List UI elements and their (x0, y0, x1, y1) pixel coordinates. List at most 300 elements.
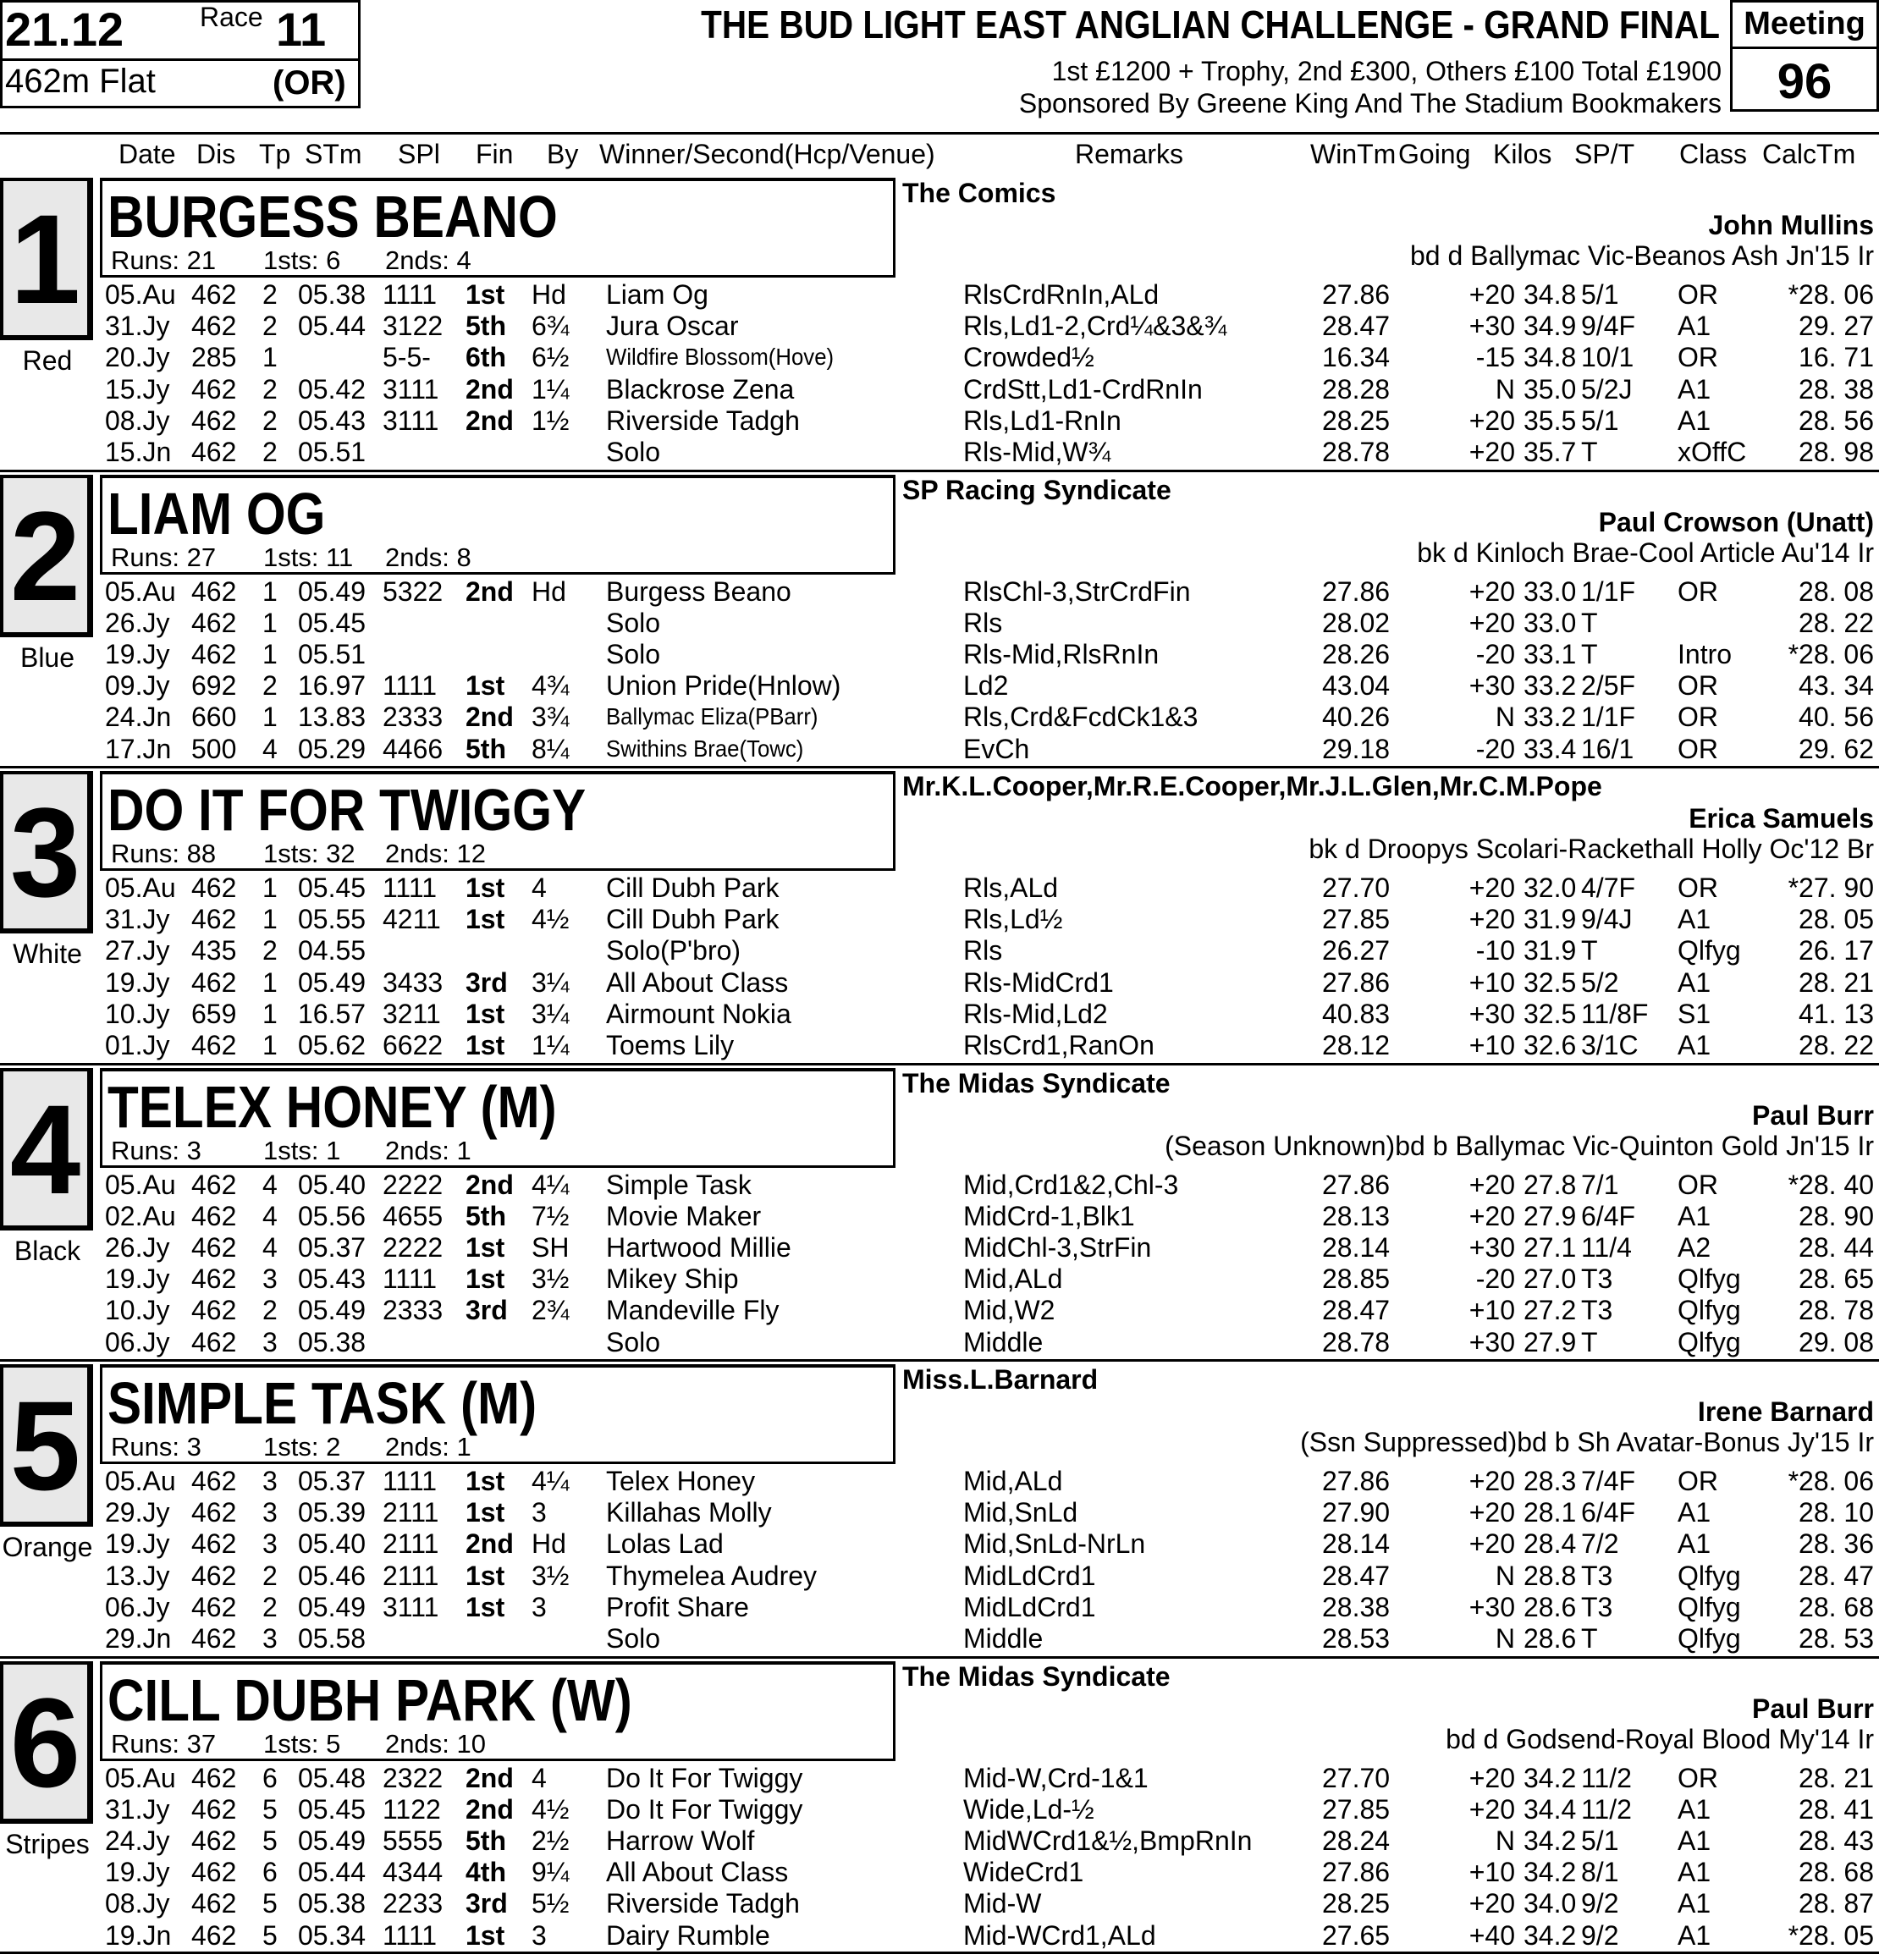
form-dis: 462 (191, 1264, 237, 1295)
form-remarks: Ld2 (963, 670, 1009, 702)
form-class: A1 (1678, 1888, 1711, 1919)
form-dis: 285 (191, 342, 237, 373)
form-date: 05.Au (105, 1169, 176, 1200)
form-fin: 6th (466, 342, 506, 373)
form-dis: 462 (191, 1888, 237, 1919)
form-dis: 462 (191, 1528, 237, 1560)
dog-stat-runs: Runs: 3 (111, 1432, 201, 1462)
form-going: +20 (1468, 1497, 1515, 1528)
form-spl: 4655 (383, 1200, 444, 1231)
form-kilos: 28.4 (1524, 1528, 1577, 1560)
form-date: 06.Jy (105, 1326, 170, 1357)
form-stm: 05.55 (298, 904, 366, 935)
form-calc: 29. 08 (1799, 1326, 1874, 1357)
form-spt: 5/2J (1581, 373, 1633, 405)
form-spt: 9/2 (1581, 1888, 1619, 1919)
form-fin: 4th (466, 1857, 506, 1888)
form-winner: Hartwood Millie (606, 1231, 791, 1263)
form-row (0, 279, 1879, 311)
form-date: 15.Jy (105, 373, 170, 405)
trap-number: 3 (9, 781, 81, 923)
form-spt: T (1581, 1623, 1598, 1654)
form-date: 05.Au (105, 575, 176, 607)
form-spt: T (1581, 437, 1598, 467)
form-spl: 1111 (383, 1466, 438, 1496)
form-wintm: 26.27 (1322, 935, 1391, 966)
form-class: OR (1678, 733, 1718, 764)
runner-block (0, 771, 1879, 1067)
form-stm: 13.83 (298, 702, 366, 733)
form-kilos: 33.2 (1524, 702, 1577, 733)
race-box-divider (3, 58, 358, 61)
form-tp: 2 (262, 373, 278, 405)
form-tp: 1 (262, 998, 278, 1029)
form-calc: 28. 36 (1799, 1528, 1874, 1560)
form-class: OR (1678, 342, 1718, 373)
form-wintm: 29.18 (1322, 733, 1391, 764)
form-spt: 7/1 (1581, 1169, 1619, 1200)
form-spt: 16/1 (1581, 733, 1634, 764)
form-spt: 7/4F (1581, 1466, 1636, 1496)
form-wintm: 28.47 (1322, 1295, 1391, 1326)
form-class: Qlfyg (1678, 1264, 1741, 1295)
form-dis: 462 (191, 279, 237, 310)
form-tp: 2 (262, 935, 278, 966)
form-spt: 10/1 (1581, 342, 1634, 373)
form-calc: 28. 56 (1799, 405, 1874, 436)
form-going: +20 (1468, 1793, 1515, 1825)
form-fin: 1st (466, 1264, 505, 1295)
form-row (0, 405, 1879, 438)
form-dis: 462 (191, 1591, 237, 1622)
form-calc: 16. 71 (1799, 342, 1874, 373)
form-row (0, 608, 1879, 640)
form-stm: 05.44 (298, 311, 366, 342)
form-spt: 11/4 (1581, 1231, 1632, 1263)
form-row (0, 1763, 1879, 1795)
form-going: N (1495, 1825, 1515, 1856)
form-spl: 2233 (383, 1888, 444, 1919)
form-spl: 2111 (383, 1497, 439, 1528)
form-spl: 4344 (383, 1857, 444, 1888)
form-kilos: 33.1 (1524, 638, 1577, 669)
runner-block (0, 178, 1879, 474)
form-wintm: 28.78 (1322, 1326, 1391, 1357)
form-stm: 05.43 (298, 1264, 366, 1295)
form-calc: 28. 10 (1799, 1497, 1874, 1528)
form-spl: 2222 (383, 1169, 444, 1200)
form-date: 19.Jy (105, 638, 170, 669)
form-tp: 2 (262, 1591, 278, 1622)
form-row (0, 999, 1879, 1031)
race-title: THE BUD LIGHT EAST ANGLIAN CHALLENGE - GRAND FINAL (701, 3, 1720, 47)
form-kilos: 27.9 (1524, 1326, 1577, 1357)
form-spt: T3 (1581, 1295, 1613, 1326)
dog-owner: Mr.K.L.Cooper,Mr.R.E.Cooper,Mr.J.L.Glen,Mr.C.M.Pope (902, 771, 1602, 801)
form-wintm: 28.25 (1322, 405, 1391, 436)
form-class: OR (1678, 1466, 1718, 1496)
form-fin: 2nd (466, 405, 514, 436)
form-date: 19.Jn (105, 1919, 172, 1951)
form-winner: Thymelea Audrey (606, 1560, 818, 1591)
trap-number: 4 (9, 1077, 81, 1220)
form-winner: Profit Share (606, 1591, 749, 1622)
form-going: +30 (1468, 311, 1515, 342)
form-going: +20 (1468, 437, 1515, 467)
form-date: 08.Jy (105, 405, 170, 436)
form-dis: 462 (191, 437, 237, 467)
dog-stat-firsts: 1sts: 6 (263, 245, 341, 275)
form-row (0, 1592, 1879, 1624)
form-going: +30 (1468, 998, 1515, 1029)
form-calc: 28. 78 (1799, 1295, 1874, 1326)
form-fin: 2nd (466, 1169, 514, 1200)
form-date: 09.Jy (105, 670, 170, 702)
form-spl: 3111 (383, 373, 439, 405)
form-by: 3 (532, 1497, 547, 1528)
form-spl: 2333 (383, 702, 444, 733)
form-winner: Airmount Nokia (606, 998, 791, 1029)
form-winner: All About Class (606, 1857, 789, 1888)
form-date: 05.Au (105, 1762, 176, 1793)
col-calctm: CalcTm (1762, 139, 1856, 169)
form-remarks: Middle (963, 1326, 1044, 1357)
dog-trainer: John Mullins (1708, 210, 1874, 240)
form-remarks: Middle (963, 1623, 1044, 1654)
form-fin: 5th (466, 1825, 506, 1856)
form-class: A1 (1678, 1200, 1711, 1231)
dog-name-box (100, 1068, 895, 1168)
dog-name: TELEX HONEY (M) (107, 1073, 557, 1140)
form-kilos: 27.8 (1524, 1169, 1577, 1200)
form-date: 27.Jy (105, 935, 170, 966)
form-calc: 28. 90 (1799, 1200, 1874, 1231)
form-stm: 05.37 (298, 1231, 366, 1263)
form-date: 06.Jy (105, 1591, 170, 1622)
form-kilos: 34.2 (1524, 1825, 1577, 1856)
form-stm: 05.51 (298, 638, 366, 669)
form-class: A1 (1678, 311, 1711, 342)
form-date: 02.Au (105, 1200, 176, 1231)
form-spt: 9/2 (1581, 1919, 1619, 1951)
form-row (0, 1327, 1879, 1359)
form-spt: 6/4F (1581, 1200, 1636, 1231)
form-going: +20 (1468, 279, 1515, 310)
form-class: xOffC (1678, 437, 1747, 467)
form-fin: 2nd (466, 373, 514, 405)
dog-breeding: bk d Kinloch Brae-Cool Article Au'14 Ir (1417, 537, 1874, 568)
form-calc: 28. 22 (1799, 607, 1874, 638)
form-row (0, 734, 1879, 766)
trap-number: 2 (9, 484, 81, 627)
dog-name: DO IT FOR TWIGGY (107, 777, 587, 843)
meeting-box (1730, 0, 1879, 112)
form-remarks: Mid-WCrd1,ALd (963, 1919, 1156, 1951)
form-wintm: 28.47 (1322, 1560, 1391, 1591)
dog-stat-runs: Runs: 27 (111, 542, 217, 572)
sponsor-text: Sponsored By Greene King And The Stadium Bookmakers (1018, 88, 1722, 118)
form-remarks: Mid,ALd (963, 1264, 1063, 1295)
form-dis: 435 (191, 935, 237, 966)
dog-stat-runs: Runs: 88 (111, 839, 217, 868)
dog-name-box (100, 1364, 895, 1464)
form-kilos: 27.0 (1524, 1264, 1577, 1295)
form-by: 8¼ (532, 733, 570, 764)
form-tp: 1 (262, 1030, 278, 1060)
form-date: 29.Jn (105, 1623, 172, 1654)
form-class: A1 (1678, 1030, 1711, 1060)
form-by: 1½ (532, 405, 570, 436)
form-winner: Swithins Brae(Towc) (606, 735, 804, 762)
form-going: +20 (1468, 1762, 1515, 1793)
form-dis: 692 (191, 670, 237, 702)
form-class: Qlfyg (1678, 1326, 1741, 1357)
form-kilos: 33.4 (1524, 733, 1577, 764)
form-stm: 05.49 (298, 966, 366, 998)
form-by: Hd (532, 575, 566, 607)
form-wintm: 28.47 (1322, 311, 1391, 342)
form-tp: 1 (262, 575, 278, 607)
col-spl: SPl (398, 139, 440, 169)
form-calc: *28. 06 (1788, 1466, 1874, 1496)
form-class: Intro (1678, 638, 1733, 669)
dog-breeding: (Season Unknown)bd b Ballymac Vic-Quinton Gold Jn'15 Ir (1165, 1130, 1874, 1161)
form-stm: 05.38 (298, 1888, 366, 1919)
form-remarks: Mid,ALd (963, 1466, 1063, 1496)
form-kilos: 34.9 (1524, 311, 1577, 342)
form-class: Qlfyg (1678, 1295, 1741, 1326)
form-remarks: Rls (963, 935, 1003, 966)
runner-separator (0, 1656, 1879, 1659)
runner-separator (0, 766, 1879, 768)
form-going: +30 (1468, 1326, 1515, 1357)
form-date: 20.Jy (105, 342, 170, 373)
form-spl: 2111 (383, 1560, 439, 1591)
form-winner: Burgess Beano (606, 575, 791, 607)
form-going: +30 (1468, 1591, 1515, 1622)
form-spl: 1111 (383, 670, 438, 702)
col-remarks: Remarks (1075, 139, 1184, 169)
form-stm: 05.58 (298, 1623, 366, 1654)
form-stm: 05.56 (298, 1200, 366, 1231)
form-tp: 2 (262, 1560, 278, 1591)
form-wintm: 16.34 (1322, 342, 1391, 373)
form-kilos: 28.3 (1524, 1466, 1577, 1496)
form-winner: Ballymac Eliza(PBarr) (606, 703, 818, 730)
form-calc: 28. 22 (1799, 1030, 1874, 1060)
race-number: 11 (276, 3, 327, 56)
form-wintm: 27.70 (1322, 1762, 1391, 1793)
form-winner: Union Pride(Hnlow) (606, 670, 841, 702)
dog-name: LIAM OG (107, 480, 326, 547)
form-tp: 5 (262, 1888, 278, 1919)
form-stm: 05.49 (298, 1825, 366, 1856)
form-date: 24.Jy (105, 1825, 170, 1856)
form-fin: 5th (466, 733, 506, 764)
form-row (0, 437, 1879, 469)
form-calc: 28. 38 (1799, 373, 1874, 405)
col-stm: STm (305, 139, 362, 169)
form-spl: 2333 (383, 1295, 444, 1326)
dog-stat-runs: Runs: 21 (111, 245, 217, 275)
form-calc: *27. 90 (1788, 873, 1874, 903)
form-calc: 28. 47 (1799, 1560, 1874, 1591)
form-wintm: 27.86 (1322, 575, 1391, 607)
form-stm: 05.40 (298, 1169, 366, 1200)
form-by: 3½ (532, 1560, 570, 1591)
col-dis: Dis (196, 139, 236, 169)
dog-stat-firsts: 1sts: 5 (263, 1728, 341, 1759)
meeting-label: Meeting (1744, 6, 1865, 41)
header-rule (0, 132, 1879, 135)
form-dis: 660 (191, 702, 237, 733)
form-going: +20 (1468, 1528, 1515, 1560)
form-dis: 462 (191, 405, 237, 436)
form-stm: 05.34 (298, 1919, 366, 1951)
form-tp: 3 (262, 1264, 278, 1295)
form-class: Qlfyg (1678, 935, 1741, 966)
form-going: +10 (1468, 1030, 1515, 1060)
form-class: OR (1678, 873, 1718, 903)
form-dis: 462 (191, 1231, 237, 1263)
form-tp: 3 (262, 1326, 278, 1357)
form-tp: 4 (262, 1169, 278, 1200)
form-winner: Solo (606, 638, 661, 669)
form-going: N (1495, 1623, 1515, 1654)
form-going: +20 (1468, 1466, 1515, 1496)
dog-owner: SP Racing Syndicate (902, 474, 1171, 505)
form-calc: *28. 06 (1788, 279, 1874, 310)
form-spl: 1111 (383, 873, 438, 903)
form-remarks: Rls-Mid,RlsRnIn (963, 638, 1160, 669)
trap-number: 5 (9, 1374, 81, 1517)
form-going: N (1495, 1560, 1515, 1591)
form-spt: T3 (1581, 1264, 1613, 1295)
form-wintm: 27.85 (1322, 904, 1391, 935)
form-row (0, 873, 1879, 905)
form-calc: 41. 13 (1799, 998, 1874, 1029)
form-stm: 05.42 (298, 373, 366, 405)
form-spt: 2/5F (1581, 670, 1636, 702)
form-spl: 3211 (383, 998, 441, 1029)
form-tp: 4 (262, 733, 278, 764)
dog-trainer: Paul Burr (1751, 1693, 1874, 1724)
form-dis: 462 (191, 311, 237, 342)
form-row (0, 1466, 1879, 1498)
form-going: +20 (1468, 575, 1515, 607)
form-remarks: RlsChl-3,StrCrdFin (963, 575, 1191, 607)
form-kilos: 28.8 (1524, 1560, 1577, 1591)
col-date: Date (118, 139, 176, 169)
form-kilos: 31.9 (1524, 935, 1577, 966)
form-date: 01.Jy (105, 1030, 170, 1060)
form-fin: 5th (466, 1200, 506, 1231)
form-dis: 462 (191, 873, 237, 903)
form-class: S1 (1678, 998, 1711, 1029)
form-by: 3¼ (532, 966, 570, 998)
form-calc: 28. 21 (1799, 966, 1874, 998)
form-dis: 462 (191, 1793, 237, 1825)
dog-stat-runs: Runs: 37 (111, 1728, 217, 1759)
form-spt: 5/1 (1581, 279, 1619, 310)
form-tp: 4 (262, 1200, 278, 1231)
form-stm: 04.55 (298, 935, 366, 966)
form-date: 31.Jy (105, 1793, 170, 1825)
form-row (0, 1561, 1879, 1593)
form-row (0, 1232, 1879, 1264)
form-kilos: 31.9 (1524, 904, 1577, 935)
form-kilos: 28.1 (1524, 1497, 1577, 1528)
dog-owner: The Comics (902, 178, 1056, 208)
form-row (0, 1528, 1879, 1561)
form-date: 17.Jn (105, 733, 172, 764)
form-calc: 28. 05 (1799, 904, 1874, 935)
runner-block (0, 1364, 1879, 1660)
form-class: OR (1678, 575, 1718, 607)
form-stm: 05.49 (298, 1591, 366, 1622)
form-spt: 5/2 (1581, 966, 1619, 998)
form-kilos: 34.2 (1524, 1857, 1577, 1888)
form-winner: Solo (606, 437, 661, 467)
form-dis: 462 (191, 1762, 237, 1793)
form-wintm: 28.26 (1322, 638, 1391, 669)
form-spt: 1/1F (1581, 575, 1636, 607)
form-class: A1 (1678, 966, 1711, 998)
form-spt: 11/2 (1581, 1762, 1632, 1793)
form-remarks: MidChl-3,StrFin (963, 1231, 1152, 1263)
form-by: 3¾ (532, 702, 570, 733)
form-kilos: 34.0 (1524, 1888, 1577, 1919)
runner-separator (0, 1359, 1879, 1362)
form-by: 1¼ (532, 1030, 570, 1060)
dog-stat-seconds: 2nds: 1 (385, 1135, 471, 1165)
form-class: A1 (1678, 1919, 1711, 1951)
form-dis: 462 (191, 1169, 237, 1200)
form-wintm: 28.28 (1322, 373, 1391, 405)
form-going: +20 (1468, 1169, 1515, 1200)
form-date: 31.Jy (105, 904, 170, 935)
form-calc: 28. 08 (1799, 575, 1874, 607)
form-remarks: MidLdCrd1 (963, 1560, 1096, 1591)
form-winner: Telex Honey (606, 1466, 756, 1496)
form-going: +40 (1468, 1919, 1515, 1951)
form-row (0, 1497, 1879, 1529)
form-spt: 9/4F (1581, 311, 1636, 342)
form-date: 13.Jy (105, 1560, 170, 1591)
form-kilos: 33.2 (1524, 670, 1577, 702)
form-calc: 40. 56 (1799, 702, 1874, 733)
form-tp: 3 (262, 1466, 278, 1496)
form-dis: 462 (191, 607, 237, 638)
form-class: A1 (1678, 373, 1711, 405)
form-date: 19.Jy (105, 1857, 170, 1888)
form-spt: 4/7F (1581, 873, 1636, 903)
form-tp: 1 (262, 638, 278, 669)
form-stm: 05.49 (298, 1295, 366, 1326)
form-spt: 7/2 (1581, 1528, 1619, 1560)
form-dis: 462 (191, 1200, 237, 1231)
form-wintm: 40.83 (1322, 998, 1391, 1029)
form-fin: 1st (466, 1466, 505, 1496)
form-calc: 28. 98 (1799, 437, 1874, 467)
form-wintm: 27.86 (1322, 966, 1391, 998)
form-stm: 05.38 (298, 1326, 366, 1357)
form-going: +20 (1468, 1200, 1515, 1231)
form-fin: 2nd (466, 1793, 514, 1825)
dog-name: CILL DUBH PARK (W) (107, 1666, 632, 1733)
form-by: SH (532, 1231, 570, 1263)
form-row (0, 1825, 1879, 1858)
